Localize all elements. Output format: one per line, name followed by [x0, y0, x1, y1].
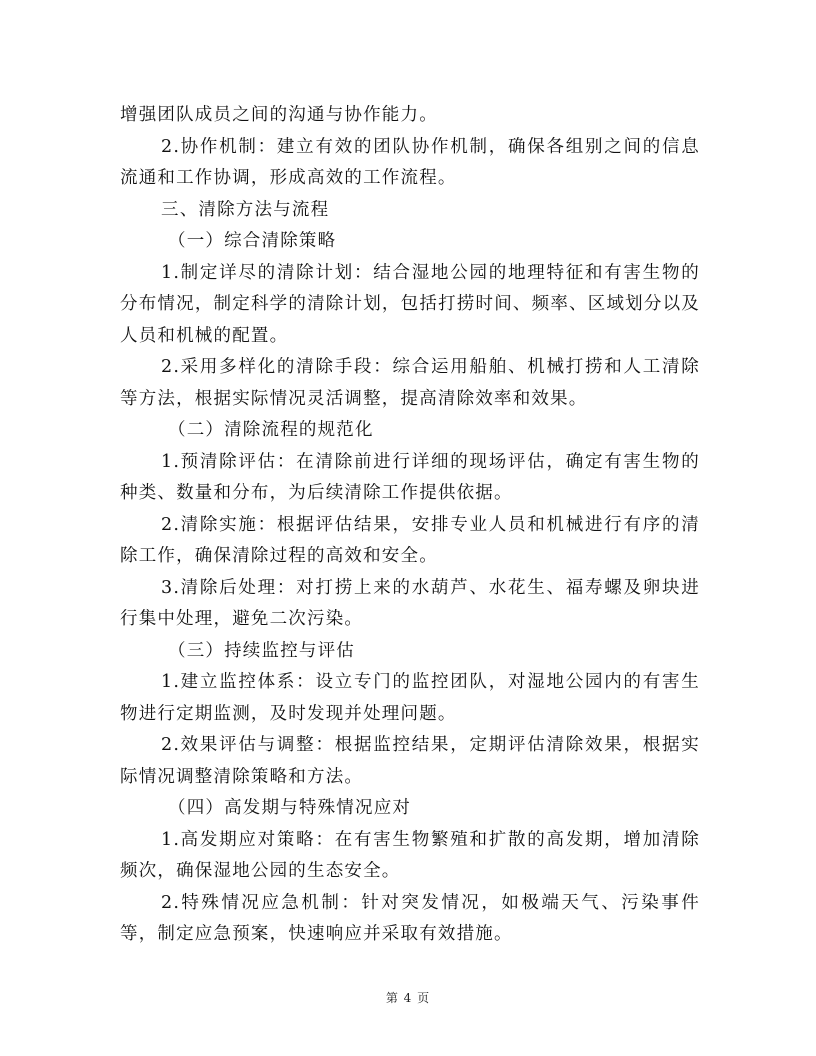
paragraph-collaboration-mechanism: 2.协作机制：建立有效的团队协作机制，确保各组别之间的信息流通和工作协调，形成高效的工作流程。 [120, 136, 700, 188]
section-heading-3: 三、清除方法与流程 [161, 199, 330, 220]
paragraph-continuation: 增强团队成员之间的沟通与协作能力。 [120, 105, 438, 125]
subsection-heading-2: （二）清除流程的规范化 [168, 420, 374, 440]
paragraph-evaluation: 2.效果评估与调整：根据监控结果，定期评估清除效果，根据实际情况调整清除策略和方法。 [120, 735, 700, 787]
page-number: 第 4 页 [385, 991, 431, 1005]
paragraph-implementation: 2.清除实施：根据评估结果，安排专业人员和机械进行有序的清除工作，确保清除过程的高效和安全。 [120, 514, 700, 566]
paragraph-monitoring-system: 1.建立监控体系：设立专门的监控团队，对湿地公园内的有害生物进行定期监测，及时发现并处理问题。 [120, 672, 700, 724]
paragraph-post-processing: 3.清除后处理：对打捞上来的水葫芦、水花生、福寿螺及卵块进行集中处理，避免二次污染。 [120, 577, 700, 629]
document-body [120, 100, 700, 951]
paragraph-peak-period: 1.高发期应对策略：在有害生物繁殖和扩散的高发期，增加清除频次，确保湿地公园的生态安全。 [120, 829, 700, 881]
paragraph-emergency: 2.特殊情况应急机制：针对突发情况，如极端天气、污染事件等，制定应急预案，快速响应并采取有效措施。 [120, 892, 700, 944]
subsection-heading-4: （四）高发期与特殊情况应对 [168, 798, 412, 818]
paragraph-clearance-plan: 1.制定详尽的清除计划：结合湿地公园的地理特征和有害生物的分布情况，制定科学的清除计划，包括打捞时间、频率、区域划分以及人员和机械的配置。 [120, 262, 700, 346]
paragraph-diverse-methods: 2.采用多样化的清除手段：综合运用船舶、机械打捞和人工清除等方法，根据实际情况灵活调整，提高清除效率和效果。 [120, 357, 700, 409]
paragraph-pre-assessment: 1.预清除评估：在清除前进行详细的现场评估，确定有害生物的种类、数量和分布，为后续清除工作提供依据。 [120, 451, 700, 503]
subsection-heading-1: （一）综合清除策略 [168, 231, 337, 251]
subsection-heading-3: （三）持续监控与评估 [168, 640, 355, 661]
